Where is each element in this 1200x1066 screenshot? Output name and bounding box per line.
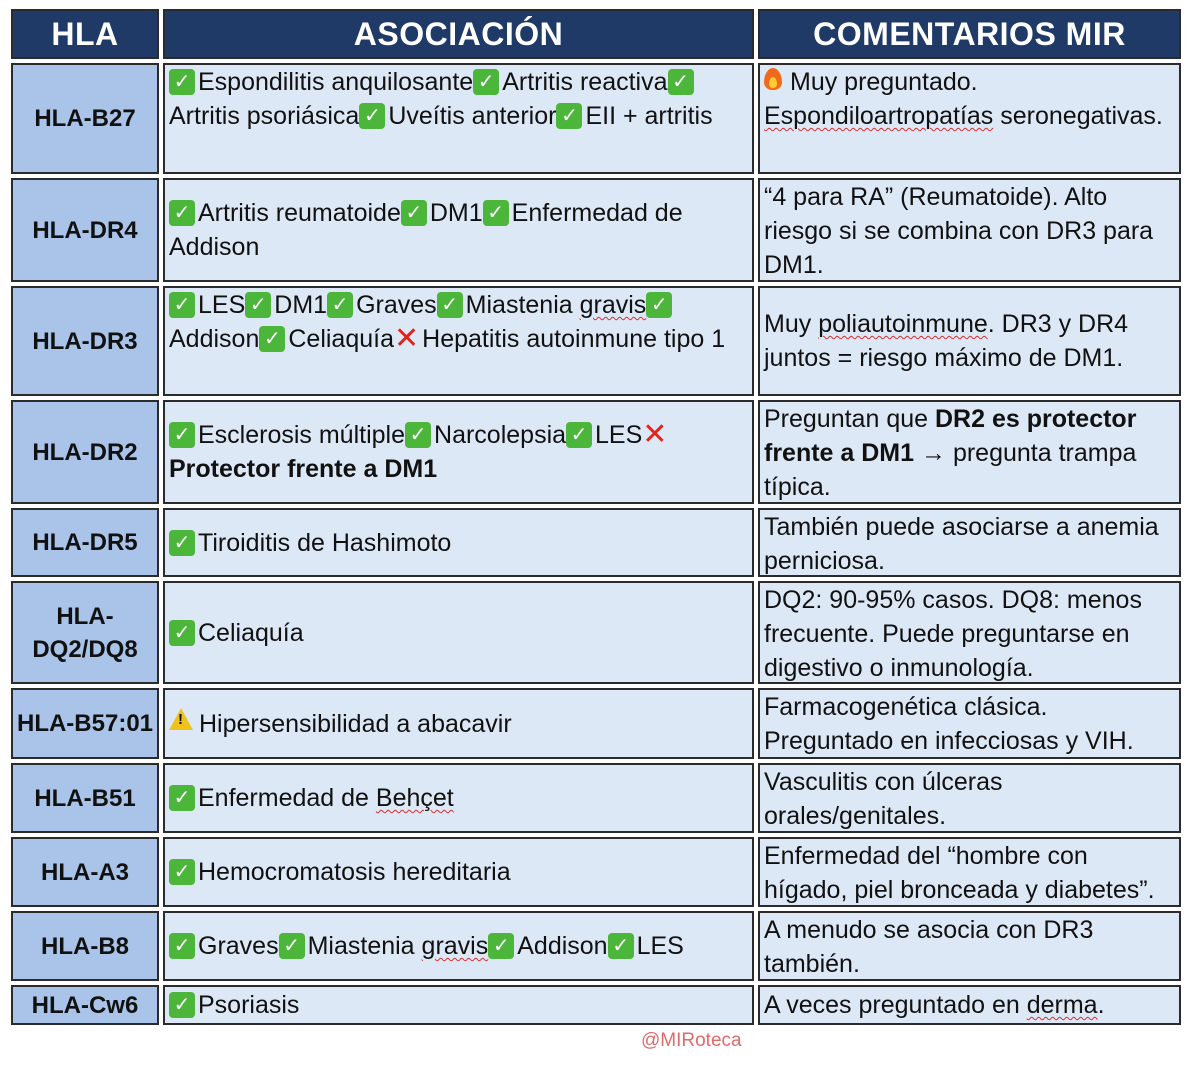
comment-cell: “4 para RA” (Reumatoide). Alto riesgo si se combina con DR3 para DM1. (758, 178, 1181, 282)
association-cell: ✓ Esclerosis múltiple ✓ Narcolepsia ✓ LES✕ Protector frente a DM1 (163, 400, 754, 504)
spellcheck-word: poliautoinmune (818, 310, 988, 338)
check-icon: ✓ (556, 103, 582, 129)
association-cell: ✓ Enfermedad de Behçet (163, 763, 754, 833)
table-row (9, 506, 1188, 579)
check-icon: ✓ (169, 422, 195, 448)
header-hla: HLA (11, 9, 159, 59)
table-row (9, 176, 1188, 284)
fire-icon (764, 68, 782, 90)
check-icon: ✓ (169, 992, 195, 1018)
check-icon: ✓ (327, 292, 353, 318)
check-icon: ✓ (608, 933, 634, 959)
table-row (9, 686, 1188, 761)
check-icon: ✓ (483, 200, 509, 226)
check-icon: ✓ (566, 422, 592, 448)
check-icon: ✓ (169, 200, 195, 226)
table-row (9, 761, 1188, 835)
table-row (9, 61, 1188, 176)
hla-cell: HLA-B51 (11, 763, 159, 833)
comment-cell: Enfermedad del “hombre con hígado, piel bronceada y diabetes”. (758, 837, 1181, 907)
hla-cell: HLA-A3 (11, 837, 159, 907)
check-icon: ✓ (169, 620, 195, 646)
check-icon: ✓ (437, 292, 463, 318)
association-cell: ✓ Psoriasis (163, 985, 754, 1025)
table-row (9, 579, 1188, 686)
warning-icon: ! (169, 708, 193, 730)
check-icon: ✓ (169, 69, 195, 95)
check-icon: ✓ (259, 326, 285, 352)
check-icon: ✓ (668, 69, 694, 95)
hla-table (9, 7, 1188, 1027)
header-row (9, 7, 1188, 61)
spellcheck-word: derma (1026, 991, 1098, 1019)
association-cell: ✓ Hemocromatosis hereditaria (163, 837, 754, 907)
hla-cell: HLA-DR2 (11, 400, 159, 504)
check-icon: ✓ (245, 292, 271, 318)
association-cell: ✓ Artritis reumatoide ✓ DM1 ✓ Enfermedad de Addison (163, 178, 754, 282)
comment-cell: También puede asociarse a anemia perniciosa. (758, 508, 1181, 577)
spellcheck-word: Behçet (375, 784, 454, 812)
hla-cell: HLA-DR4 (11, 178, 159, 282)
check-icon: ✓ (359, 103, 385, 129)
check-icon: ✓ (473, 69, 499, 95)
hla-cell: HLA-DR5 (11, 508, 159, 577)
association-cell: ✓ Graves ✓ Miastenia gravis ✓ Addison ✓ LES (163, 911, 754, 981)
association-cell: ✓ LES ✓ DM1 ✓ Graves ✓ Miastenia gravis ✓Addison ✓ Celiaquía✕ Hepatitis autoinmune tipo 1 (163, 286, 754, 396)
check-icon: ✓ (401, 200, 427, 226)
comment-cell: Muy poliautoinmune. DR3 y DR4 juntos = riesgo máximo de DM1. (758, 286, 1181, 396)
spellcheck-word: gravis (579, 291, 647, 319)
association-cell: ! Hipersensibilidad a abacavir (163, 688, 754, 759)
hla-cell: HLA-DQ2/DQ8 (11, 581, 159, 684)
table-row (9, 909, 1188, 983)
cross-icon: ✕ (394, 322, 420, 355)
header-comentarios: COMENTARIOS MIR (758, 9, 1181, 59)
association-cell: ✓ Espondilitis anquilosante ✓ Artritis reactiva ✓Artritis psoriásica ✓ Uveítis anterior ✓ EII + artritis (163, 63, 754, 174)
check-icon: ✓ (169, 785, 195, 811)
check-icon: ✓ (169, 530, 195, 556)
table-row (9, 398, 1188, 506)
comment-cell: Vasculitis con úlceras orales/genitales. (758, 763, 1181, 833)
comment-cell: DQ2: 90-95% casos. DQ8: menos frecuente. Puede preguntarse en digestivo o inmunología. (758, 581, 1181, 684)
association-cell: ✓ Celiaquía (163, 581, 754, 684)
check-icon: ✓ (646, 292, 672, 318)
check-icon: ✓ (405, 422, 431, 448)
table-row (9, 983, 1188, 1027)
spellcheck-word: Espondiloartropatías (764, 102, 994, 130)
spellcheck-word: gravis (421, 932, 489, 960)
comment-cell: A menudo se asocia con DR3 también. (758, 911, 1181, 981)
comment-cell: Preguntan que DR2 es protector frente a DM1 → pregunta trampa típica. (758, 400, 1181, 504)
watermark: @MIRoteca (641, 1030, 742, 1051)
hla-cell: HLA-B8 (11, 911, 159, 981)
hla-cell: HLA-B27 (11, 63, 159, 174)
comment-cell: Muy preguntado. Espondiloartropatías seronegativas. (758, 63, 1181, 174)
table-row (9, 835, 1188, 909)
comment-cell: Farmacogenética clásica. Preguntado en infecciosas y VIH. (758, 688, 1181, 759)
association-cell: ✓ Tiroiditis de Hashimoto (163, 508, 754, 577)
check-icon: ✓ (169, 292, 195, 318)
check-icon: ✓ (488, 933, 514, 959)
hla-cell: HLA-DR3 (11, 286, 159, 396)
comment-cell: A veces preguntado en derma. (758, 985, 1181, 1025)
check-icon: ✓ (169, 933, 195, 959)
hla-cell: HLA-Cw6 (11, 985, 159, 1025)
check-icon: ✓ (169, 859, 195, 885)
check-icon: ✓ (279, 933, 305, 959)
header-asociacion: ASOCIACIÓN (163, 9, 754, 59)
hla-cell: HLA-B57:01 (11, 688, 159, 759)
table-row (9, 284, 1188, 398)
cross-icon: ✕ (642, 418, 668, 451)
